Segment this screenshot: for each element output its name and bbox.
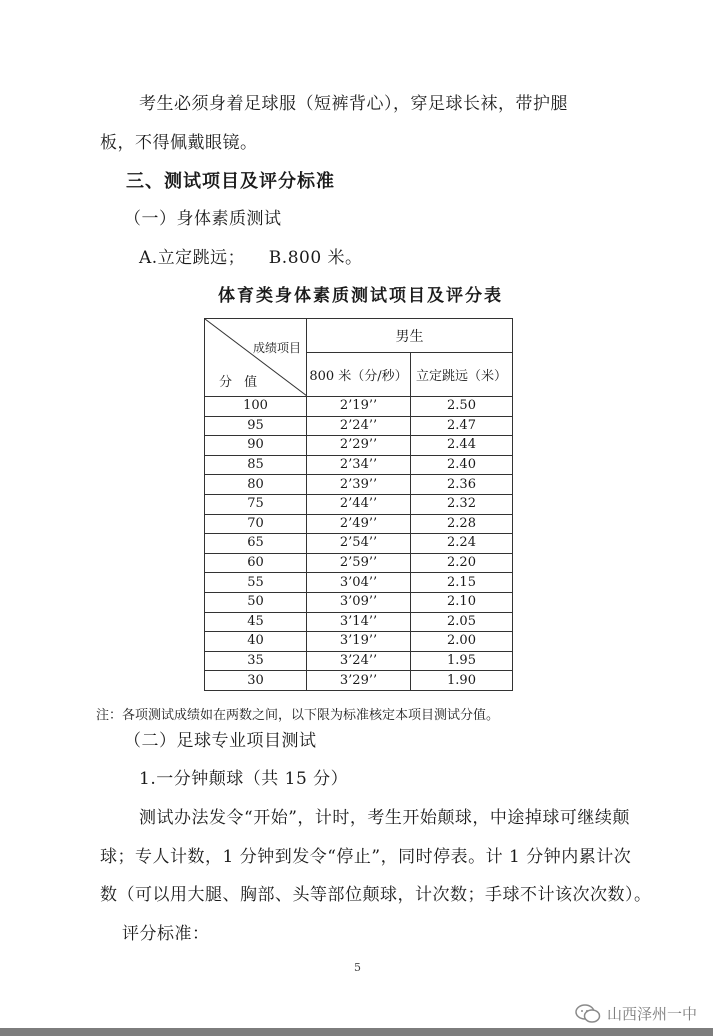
table-row [205, 553, 513, 573]
score-cell: 45 [205, 612, 307, 632]
score-cell: 70 [205, 514, 307, 534]
score-table [204, 318, 513, 691]
jump-distance-cell: 2.10 [411, 592, 513, 612]
run-time-cell: 2’29’’ [307, 436, 411, 456]
run-time-cell: 3’09’’ [307, 592, 411, 612]
diag-header-score: 分 值 [219, 375, 262, 390]
table-row [205, 671, 513, 691]
jump-distance-cell: 2.32 [411, 494, 513, 514]
subsection-heading: （一）身体素质测试 [124, 209, 282, 229]
page-number: 5 [354, 961, 362, 974]
table-row [205, 592, 513, 612]
jump-distance-cell: 1.90 [411, 671, 513, 691]
run-time-cell: 2’54’’ [307, 534, 411, 554]
wechat-icon [575, 1004, 601, 1024]
run-time-cell: 3’29’’ [307, 671, 411, 691]
table-row [205, 632, 513, 652]
jump-distance-cell: 1.95 [411, 651, 513, 671]
table-row [205, 573, 513, 593]
jump-distance-cell: 2.15 [411, 573, 513, 593]
paragraph-line: 考生必须身着足球服（短裤背心），穿足球长袜，带护腿 [139, 94, 568, 114]
jump-distance-cell: 2.40 [411, 455, 513, 475]
jump-distance-cell: 2.05 [411, 612, 513, 632]
col-header-jump: 立定跳远（米） [411, 353, 513, 397]
table-row [205, 455, 513, 475]
diag-header-item: 成绩项目 [253, 341, 302, 355]
run-time-cell: 2’19’’ [307, 397, 411, 417]
footer-bar [0, 1028, 713, 1036]
jump-distance-cell: 2.28 [411, 514, 513, 534]
score-cell: 60 [205, 553, 307, 573]
score-cell: 65 [205, 534, 307, 554]
jump-distance-cell: 2.00 [411, 632, 513, 652]
test-items: A.立定跳远； B.800 米。 [139, 248, 363, 268]
score-cell: 55 [205, 573, 307, 593]
score-cell: 85 [205, 455, 307, 475]
score-cell: 40 [205, 632, 307, 652]
score-cell: 35 [205, 651, 307, 671]
watermark-text: 山西泽州一中 [606, 1005, 697, 1023]
score-cell: 100 [205, 397, 307, 417]
group-header: 男生 [307, 319, 513, 353]
subsection-heading: （二）足球专业项目测试 [124, 731, 317, 751]
paragraph-line: 球；专人计数，1 分钟到发令“停止”，同时停表。计 1 分钟内累计次 [100, 847, 632, 867]
table-note: 注：各项测试成绩如在两数之间，以下限为标准核定本项目测试分值。 [96, 708, 500, 723]
score-cell: 75 [205, 494, 307, 514]
table-row [205, 494, 513, 514]
jump-distance-cell: 2.20 [411, 553, 513, 573]
table-row [205, 436, 513, 456]
run-time-cell: 3’19’’ [307, 632, 411, 652]
run-time-cell: 2’44’’ [307, 494, 411, 514]
jump-distance-cell: 2.47 [411, 416, 513, 436]
table-row [205, 612, 513, 632]
item-heading: 1.一分钟颠球（共 15 分） [139, 769, 349, 789]
score-cell: 90 [205, 436, 307, 456]
scoring-label: 评分标准： [122, 924, 210, 944]
watermark [575, 1003, 697, 1024]
table-row [205, 651, 513, 671]
run-time-cell: 3’04’’ [307, 573, 411, 593]
score-cell: 50 [205, 592, 307, 612]
run-time-cell: 3’24’’ [307, 651, 411, 671]
score-cell: 30 [205, 671, 307, 691]
paragraph-line: 板，不得佩戴眼镜。 [100, 133, 258, 153]
jump-distance-cell: 2.36 [411, 475, 513, 495]
table-row [205, 514, 513, 534]
run-time-cell: 2’24’’ [307, 416, 411, 436]
paragraph-line: 测试办法发令“开始”，计时，考生开始颠球，中途掉球可继续颠 [139, 808, 630, 828]
run-time-cell: 2’59’’ [307, 553, 411, 573]
table-title: 体育类身体素质测试项目及评分表 [218, 286, 503, 306]
jump-distance-cell: 2.24 [411, 534, 513, 554]
table-row [205, 475, 513, 495]
score-table-body [205, 397, 513, 691]
run-time-cell: 3’14’’ [307, 612, 411, 632]
run-time-cell: 2’34’’ [307, 455, 411, 475]
run-time-cell: 2’39’’ [307, 475, 411, 495]
score-cell: 80 [205, 475, 307, 495]
jump-distance-cell: 2.50 [411, 397, 513, 417]
table-row [205, 397, 513, 417]
col-header-800m: 800 米（分/秒） [307, 353, 411, 397]
jump-distance-cell: 2.44 [411, 436, 513, 456]
diagonal-header-cell [205, 319, 307, 397]
table-row [205, 534, 513, 554]
score-cell: 95 [205, 416, 307, 436]
paragraph-line: 数（可以用大腿、胸部、头等部位颠球，计次数；手球不计该次次数）。 [100, 885, 652, 905]
table-row [205, 416, 513, 436]
run-time-cell: 2’49’’ [307, 514, 411, 534]
section-heading: 三、测试项目及评分标准 [126, 171, 335, 192]
